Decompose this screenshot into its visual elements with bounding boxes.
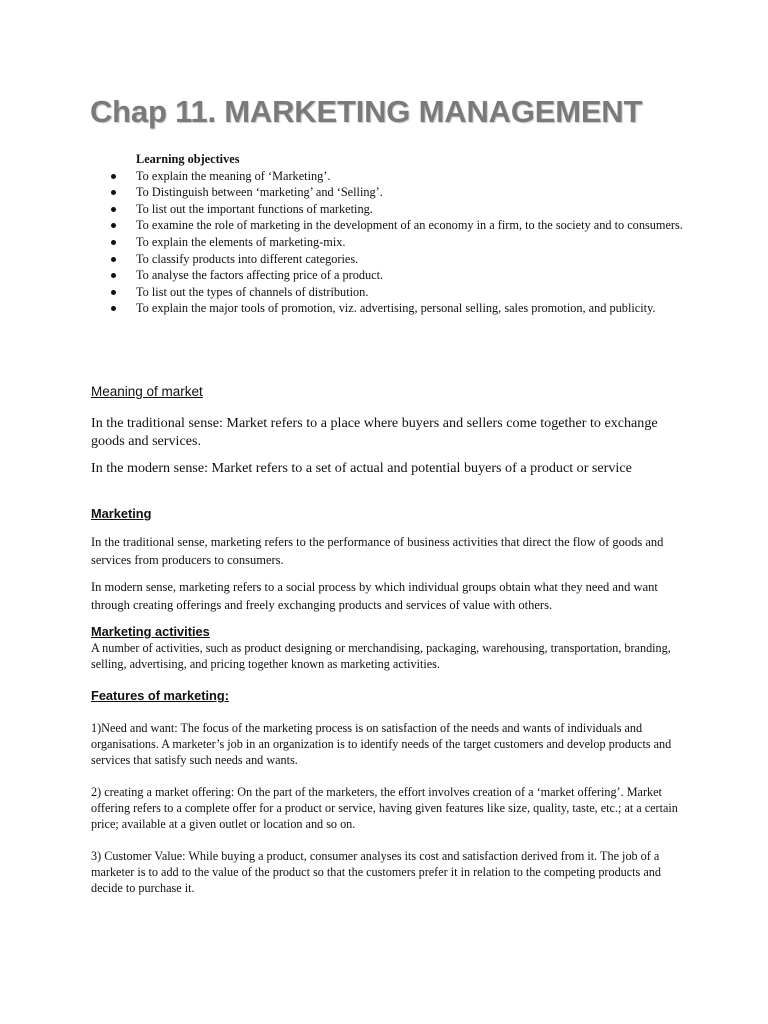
objective-item: To Distinguish between ‘marketing’ and ‘Selling’. — [108, 184, 688, 201]
page-title: Chap 11. MARKETING MANAGEMENT — [90, 94, 643, 129]
feature-item: 1)Need and want: The focus of the marketing process is on satisfaction of the needs and wants of individuals and organisations. A marketer’s job in an organization is to identify needs of the target customers and develop products and services that satisfy such needs and wants. — [91, 721, 672, 767]
marketing-activities-heading: Marketing activities — [91, 624, 210, 639]
objective-item: To list out the important functions of marketing. — [108, 201, 688, 218]
feature-item: 3) Customer Value: While buying a product, consumer analyses its cost and satisfaction derived from it. The job of a marketer is to add to the value of the product so that the customers prefer it in relation to the competing products and decide to purchase it. — [91, 849, 661, 895]
objective-item: To analyse the factors affecting price of a product. — [108, 267, 688, 284]
marketing-activities-text: A number of activities, such as product designing or merchandising, packaging, warehousing, transportation, branding, selling, advertising, and pricing together known as marketing activities. — [91, 641, 671, 671]
market-modern-text: In the modern sense: Market refers to a set of actual and potential buyers of a product or service — [91, 460, 632, 476]
objective-item: To classify products into different categories. — [108, 251, 688, 268]
feature-item: 2) creating a market offering: On the part of the marketers, the effort involves creation of a ‘market offering’. Market offering refers to a complete offer for a product or service, having given features like size, quality, taste, etc.; at a certain price; available at a given outlet or location and so on. — [91, 785, 678, 831]
market-traditional-text: In the traditional sense: Market refers to a place where buyers and sellers come together to exchange goods and services. — [91, 415, 658, 449]
objective-item: To list out the types of channels of distribution. — [108, 284, 688, 301]
meaning-of-market-heading: Meaning of market — [91, 384, 203, 399]
features-heading: Features of marketing: — [91, 688, 229, 703]
marketing-heading: Marketing — [91, 506, 152, 521]
marketing-traditional-text: In the traditional sense, marketing refers to the performance of business activities that direct the flow of goods and services from producers to consumers. — [91, 535, 664, 568]
marketing-modern-text: In modern sense, marketing refers to a social process by which individual groups obtain what they need and want through creating offerings and freely exchanging products and services of value with others. — [91, 580, 658, 613]
objective-item: To explain the major tools of promotion, viz. advertising, personal selling, sales promotion, and publicity. — [108, 300, 688, 317]
objective-item: To examine the role of marketing in the development of an economy in a firm, to the society and to consumers. — [108, 217, 688, 234]
learning-objectives — [108, 151, 688, 317]
objectives-list — [108, 168, 688, 317]
objective-item: To explain the elements of marketing-mix. — [108, 234, 688, 251]
objective-item: To explain the meaning of ‘Marketing’. — [108, 168, 688, 185]
objectives-heading: Learning objectives — [136, 152, 240, 166]
